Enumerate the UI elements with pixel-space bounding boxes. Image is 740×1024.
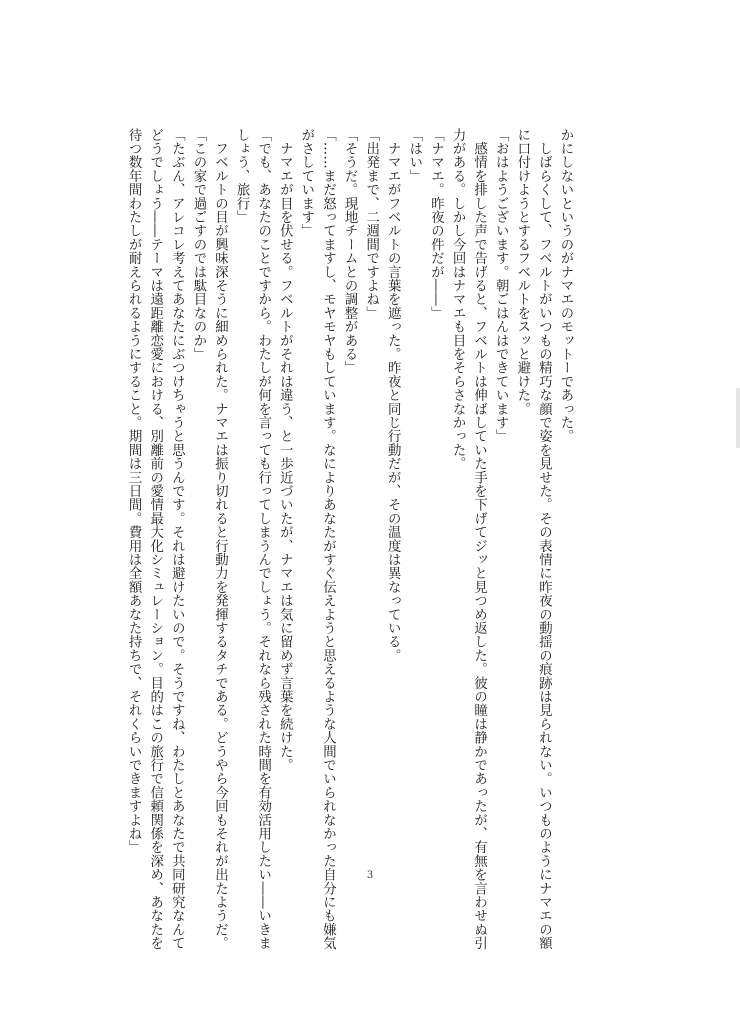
scroll-edge-indicator [736, 388, 740, 448]
text-line: に口付けようとするフベルトをスッと避けた。 [514, 128, 530, 416]
body-text [123, 128, 576, 950]
text-line: どうでしょう――テーマは遠距離恋愛における、別離前の愛情最大化シミュレーション。目的はこの旅行で信頼関係を深め、あなたを [147, 128, 163, 950]
text-line: しばらくして、フベルトがいつもの精巧な顔で姿を見せた。その表情に昨夜の動揺の痕跡は見られない。いつものようにナマエの額 [536, 128, 552, 950]
text-line: 待つ数年間わたしが耐えられるようにすること。期間は三日間。費用は全額あなた持ちで、それくらいできますよね」 [126, 128, 142, 855]
text-line: 感情を排した声で告げると、フベルトは伸ばしていた手を下げてジッと見つめ返した。彼の瞳は静かであったが、有無を言わせぬ引 [471, 128, 487, 950]
text-line: かにしないというのがナマエのモットーであった。 [558, 128, 573, 444]
text-line: 「でも、あなたのことですから。わたしが何を言っても行ってしまうんでしょう。それなら残された時間を有効活用したい――いきま [255, 128, 271, 950]
text-line: ナマエが目を伏せる。フベルトがそれは違う、と一歩近づいたが、ナマエは気に留めず言葉を続けた。 [277, 128, 293, 772]
text-line: がさしています」 [298, 128, 314, 238]
text-line: ナマエがフベルトの言葉を遮った。昨夜と同じ行動だが、その温度は異なっている。 [385, 128, 401, 663]
text-line: 「はい」 [406, 128, 422, 183]
text-line: 「そうだ。現地チームとの調整がある」 [342, 128, 358, 375]
text-line: 「ナマエ。昨夜の件だが――」 [428, 128, 444, 320]
text-line: 「出発まで、二週間ですよね」 [363, 128, 379, 320]
page-number: 3 [366, 870, 374, 881]
text-line: 「おはようございます。朝ごはんはできています」 [493, 128, 509, 444]
text-line: 「この家で過ごすのでは駄目なのか」 [190, 128, 206, 361]
text-line: 「たぶん、アレコレ考えてあなたにぶつけちゃうと思うんです。それは避けたいので。そうですね、わたしとあなたで共同研究なんて [169, 128, 185, 950]
text-line: フベルトの目が興味深そうに細められた。ナマエは振り切れると行動力を発揮するタチである。どうやら今回もそれが出たようだ。 [212, 128, 228, 950]
text-line: 「……まだ怒ってますし、モヤモヤもしています。なによりあなたがすぐ伝えようと思えるような人間でいられなかった自分にも嫌気 [320, 128, 336, 950]
text-line: 力がある。しかし今回はナマエも目をそらさなかった。 [450, 128, 466, 471]
text-line: しょう、旅行」 [234, 128, 250, 224]
